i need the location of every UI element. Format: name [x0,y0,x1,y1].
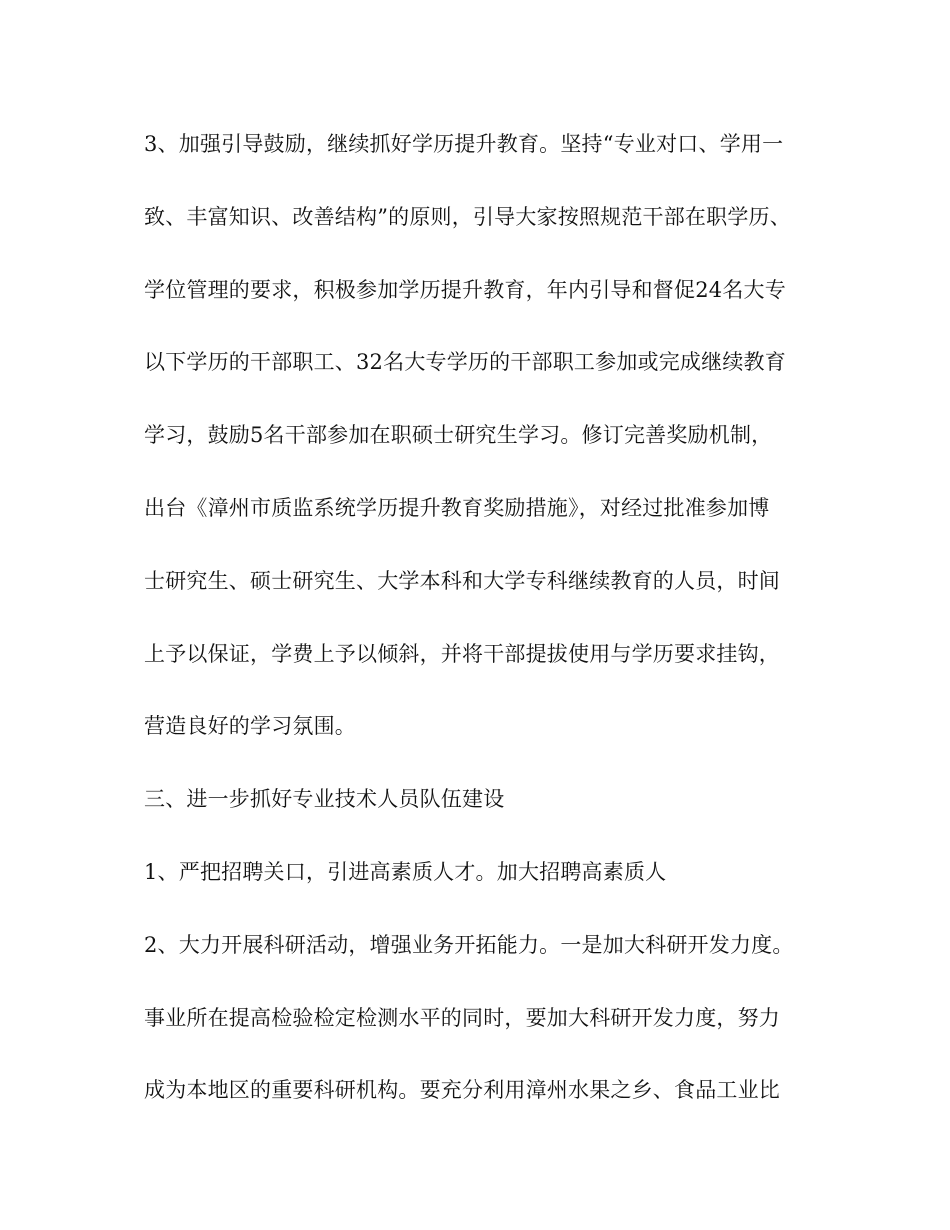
section-heading: 三、进一步抓好专业技术人员队伍建设 [144,787,505,812]
text-line: 学位管理的要求，积极参加学历提升教育，年内引导和督促24名大专 [144,277,786,302]
text-line: 学习，鼓励5名干部参加在职硕士研究生学习。修订完善奖励机制， [144,423,773,448]
text-line: 成为本地区的重要科研机构。要充分利用漳州水果之乡、食品工业比 [144,1078,780,1103]
text-line: 出台《漳州市质监系统学历提升教育奖励措施》，对经过批准参加博 [144,495,770,520]
text-line: 营造良好的学习氛围。 [144,714,356,739]
text-line: 以下学历的干部职工、32名大专学历的干部职工参加或完成继续教育 [144,350,786,375]
text-line: 士研究生、硕士研究生、大学本科和大学专科继续教育的人员，时间 [144,568,780,593]
text-line: 事业所在提高检验检定检测水平的同时，要加大科研开发力度，努力 [144,1005,780,1030]
document-body [144,126,812,1145]
text-line: 上予以保证，学费上予以倾斜，并将干部提拔使用与学历要求挂钩， [144,641,780,666]
text-line: 1、严把招聘关口，引进高素质人才。加大招聘高素质人 [144,859,667,884]
text-line: 致、丰富知识、改善结构”的原则，引导大家按照规范干部在职学历、 [144,204,791,229]
text-line: 3、加强引导鼓励，继续抓好学历提升教育。坚持“专业对口、学用一 [144,132,784,156]
text-line: 2、大力开展科研活动，增强业务开拓能力。一是加大科研开发力度。 [144,932,794,957]
